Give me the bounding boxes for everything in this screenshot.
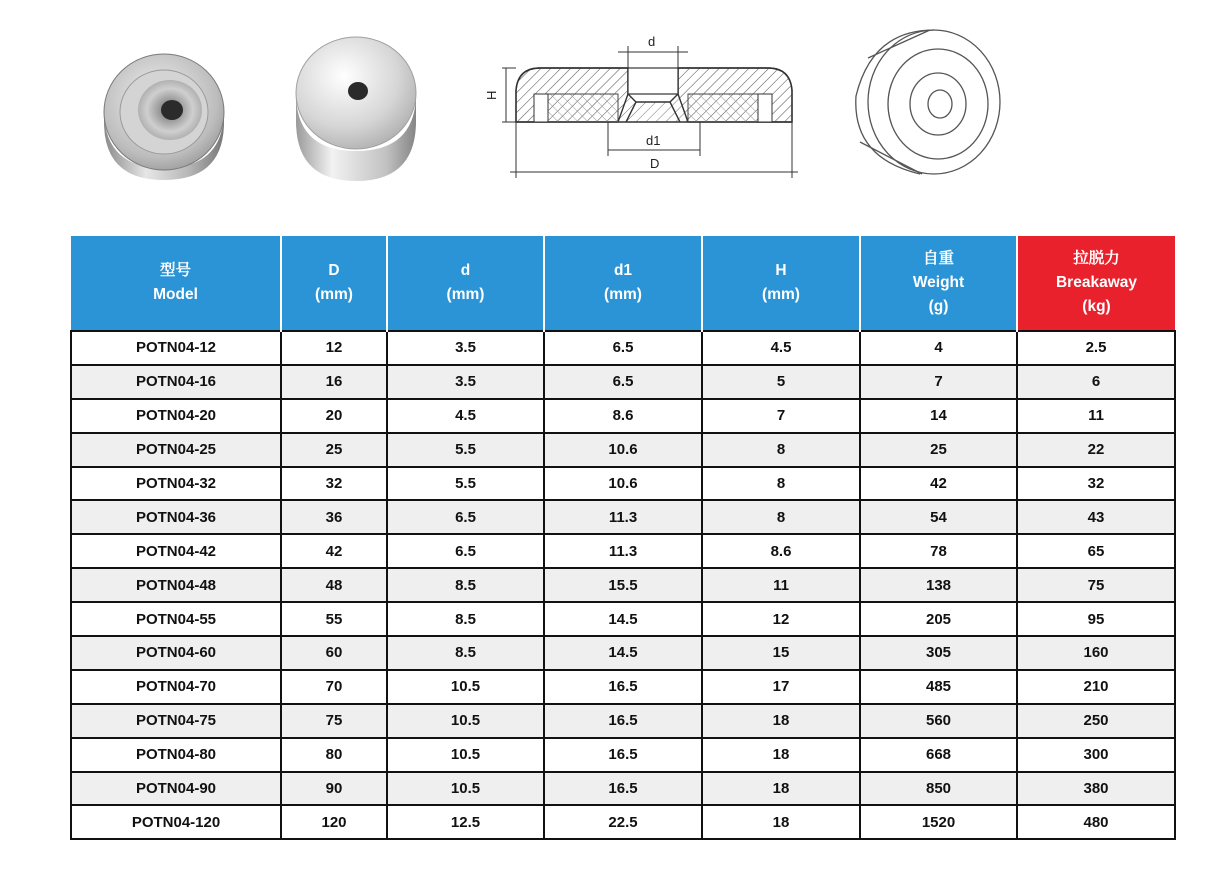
line-drawing-magnet — [842, 18, 1012, 178]
product-photo-countersunk — [100, 40, 228, 180]
cell-model: POTN04-120 — [71, 805, 281, 839]
table-cell: 8.6 — [544, 399, 702, 433]
table-cell: 7 — [860, 365, 1017, 399]
table-cell: 14.5 — [544, 602, 702, 636]
table-cell: 3.5 — [387, 365, 544, 399]
table-cell: 17 — [702, 670, 860, 704]
cell-model: POTN04-12 — [71, 331, 281, 365]
table-cell: 43 — [1017, 500, 1175, 534]
table-cell: 1520 — [860, 805, 1017, 839]
table-cell: 18 — [702, 738, 860, 772]
table-cell: 16.5 — [544, 772, 702, 806]
table-cell: 12.5 — [387, 805, 544, 839]
table-cell: 10.6 — [544, 433, 702, 467]
table-cell: 8.5 — [387, 602, 544, 636]
table-cell: 560 — [860, 704, 1017, 738]
label-d1: d1 — [646, 133, 661, 148]
table-cell: 12 — [702, 602, 860, 636]
table-cell: 42 — [281, 534, 387, 568]
table-cell: 18 — [702, 805, 860, 839]
table-cell: 6.5 — [387, 500, 544, 534]
table-cell: 120 — [281, 805, 387, 839]
table-cell: 6 — [1017, 365, 1175, 399]
table-row — [71, 331, 1175, 365]
table-row — [71, 602, 1175, 636]
table-cell: 11.3 — [544, 500, 702, 534]
table-cell: 15.5 — [544, 568, 702, 602]
table-row — [71, 772, 1175, 806]
table-cell: 160 — [1017, 636, 1175, 670]
table-cell: 65 — [1017, 534, 1175, 568]
table-cell: 14.5 — [544, 636, 702, 670]
cell-model: POTN04-16 — [71, 365, 281, 399]
table-cell: 300 — [1017, 738, 1175, 772]
table-cell: 75 — [281, 704, 387, 738]
table-cell: 8.5 — [387, 636, 544, 670]
table-cell: 55 — [281, 602, 387, 636]
table-cell: 4.5 — [387, 399, 544, 433]
cell-model: POTN04-60 — [71, 636, 281, 670]
table-cell: 380 — [1017, 772, 1175, 806]
table-cell: 70 — [281, 670, 387, 704]
table-cell: 8 — [702, 467, 860, 501]
table-cell: 32 — [1017, 467, 1175, 501]
table-cell: 32 — [281, 467, 387, 501]
table-cell: 4.5 — [702, 331, 860, 365]
label-H: H — [484, 90, 499, 100]
table-cell: 25 — [860, 433, 1017, 467]
table-cell: 138 — [860, 568, 1017, 602]
table-cell: 250 — [1017, 704, 1175, 738]
header-weight: 自重 Weight (g) — [860, 236, 1017, 331]
header-d: d (mm) — [387, 236, 544, 331]
header-D: D (mm) — [281, 236, 387, 331]
table-cell: 14 — [860, 399, 1017, 433]
table-cell: 10.5 — [387, 738, 544, 772]
table-cell: 4 — [860, 331, 1017, 365]
table-cell: 16.5 — [544, 738, 702, 772]
table-cell: 8.6 — [702, 534, 860, 568]
table-cell: 12 — [281, 331, 387, 365]
table-cell: 36 — [281, 500, 387, 534]
table-cell: 20 — [281, 399, 387, 433]
table-row — [71, 704, 1175, 738]
cell-model: POTN04-90 — [71, 772, 281, 806]
table-cell: 60 — [281, 636, 387, 670]
header-d1: d1 (mm) — [544, 236, 702, 331]
table-cell: 16.5 — [544, 670, 702, 704]
table-cell: 6.5 — [387, 534, 544, 568]
table-cell: 8 — [702, 500, 860, 534]
product-photo-flat — [292, 33, 420, 181]
header-breakaway: 拉脱力 Breakaway (kg) — [1017, 236, 1175, 331]
table-row — [71, 433, 1175, 467]
table-cell: 42 — [860, 467, 1017, 501]
table-cell: 16 — [281, 365, 387, 399]
table-cell: 480 — [1017, 805, 1175, 839]
table-cell: 205 — [860, 602, 1017, 636]
table-cell: 11.3 — [544, 534, 702, 568]
table-cell: 8.5 — [387, 568, 544, 602]
cell-model: POTN04-48 — [71, 568, 281, 602]
header-model: 型号 Model — [71, 236, 281, 331]
cell-model: POTN04-20 — [71, 399, 281, 433]
table-cell: 668 — [860, 738, 1017, 772]
table-cell: 54 — [860, 500, 1017, 534]
cell-model: POTN04-42 — [71, 534, 281, 568]
table-cell: 5.5 — [387, 467, 544, 501]
table-cell: 48 — [281, 568, 387, 602]
table-cell: 95 — [1017, 602, 1175, 636]
cell-model: POTN04-25 — [71, 433, 281, 467]
table-cell: 10.5 — [387, 704, 544, 738]
table-cell: 210 — [1017, 670, 1175, 704]
table-cell: 8 — [702, 433, 860, 467]
table-cell: 22.5 — [544, 805, 702, 839]
cell-model: POTN04-80 — [71, 738, 281, 772]
table-cell: 16.5 — [544, 704, 702, 738]
table-cell: 22 — [1017, 433, 1175, 467]
label-D: D — [650, 156, 660, 171]
table-cell: 75 — [1017, 568, 1175, 602]
table-cell: 90 — [281, 772, 387, 806]
table-cell: 25 — [281, 433, 387, 467]
table-cell: 11 — [702, 568, 860, 602]
table-cell: 305 — [860, 636, 1017, 670]
table-cell: 10.5 — [387, 670, 544, 704]
table-cell: 6.5 — [544, 331, 702, 365]
table-row — [71, 500, 1175, 534]
table-cell: 485 — [860, 670, 1017, 704]
table-cell: 6.5 — [544, 365, 702, 399]
table-cell: 5.5 — [387, 433, 544, 467]
table-cell: 11 — [1017, 399, 1175, 433]
table-row — [71, 670, 1175, 704]
cell-model: POTN04-75 — [71, 704, 281, 738]
header-H: H (mm) — [702, 236, 860, 331]
table-cell: 2.5 — [1017, 331, 1175, 365]
table-cell: 10.5 — [387, 772, 544, 806]
table-header-row — [71, 236, 1175, 331]
table-row — [71, 738, 1175, 772]
table-cell: 7 — [702, 399, 860, 433]
cell-model: POTN04-70 — [71, 670, 281, 704]
table-cell: 18 — [702, 772, 860, 806]
table-row — [71, 365, 1175, 399]
table-row — [71, 467, 1175, 501]
label-d: d — [648, 34, 656, 49]
table-row — [71, 399, 1175, 433]
table-cell: 15 — [702, 636, 860, 670]
table-cell: 10.6 — [544, 467, 702, 501]
table-cell: 78 — [860, 534, 1017, 568]
table-cell: 3.5 — [387, 331, 544, 365]
table-row — [71, 805, 1175, 839]
table-row — [71, 636, 1175, 670]
cell-model: POTN04-36 — [71, 500, 281, 534]
table-row — [71, 568, 1175, 602]
cell-model: POTN04-32 — [71, 467, 281, 501]
table-row — [71, 534, 1175, 568]
cell-model: POTN04-55 — [71, 602, 281, 636]
cross-section-diagram — [478, 32, 808, 182]
table-cell: 850 — [860, 772, 1017, 806]
table-cell: 80 — [281, 738, 387, 772]
table-cell: 18 — [702, 704, 860, 738]
table-cell: 5 — [702, 365, 860, 399]
spec-table — [70, 236, 1176, 840]
